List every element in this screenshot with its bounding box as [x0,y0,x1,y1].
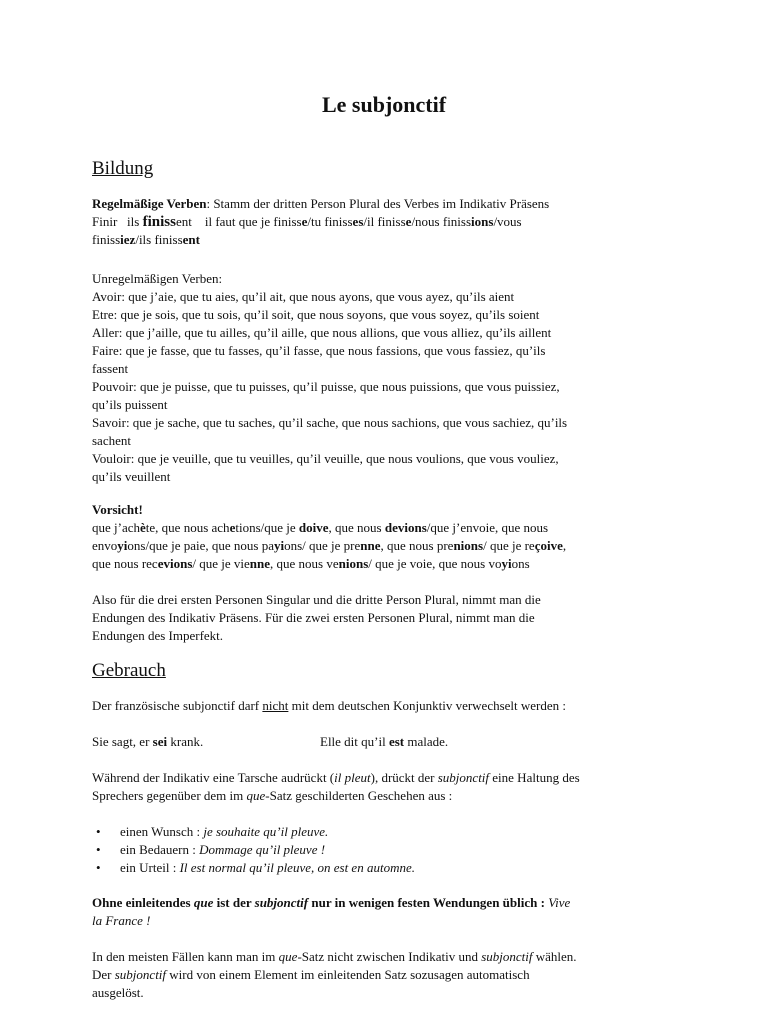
also-paragraph: Also für die drei ersten Personen Singular und die dritte Person Plural, nimmt man die Endungen des Indikativ Präsens. Für die zwei ersten Personen Plural, nimmt man die Endungen des Imperfekt. [92,592,541,643]
vorsicht-line-1: que j’achète, que nous achetions/que je doive, que nous devions/que j’envoie, que nous [92,520,549,535]
french-example: Elle dit qu’il est malade. [320,734,449,749]
section-heading-bildung: Bildung [92,158,154,179]
vorsicht-line-3: que nous recevions/ que je vienne, que nous venions/ que je voie, que nous voyions [92,556,530,571]
irregular-line: sachent [92,433,131,448]
meisten-paragraph: In den meisten Fällen kann man im que-Satz nicht zwischen Indikativ und subjonctif wählen. Der subjonctif wird von einem Element im einleitenden Satz sozusagen automatisch ausgelöst. [92,949,577,1000]
list-item: • ein Urteil : Il est normal qu’il pleuve, on est en automne. [92,859,415,877]
page-title: Le subjonctif [321,92,447,117]
irregular-verbs-paragraph [92,270,682,486]
regular-verbs-label: Regelmäßige Verben [92,196,207,211]
irregular-line: Avoir: que j’aie, que tu aies, qu’il ait, que nous ayons, que vous ayez, qu’ils aient [92,289,515,304]
irregular-line: Aller: que j’aille, que tu ailles, qu’il aille, que nous allions, que vous alliez, qu’ils aillent [92,325,552,340]
irregular-line: qu’ils veuillent [92,469,171,484]
irregular-line: Pouvoir: que je puisse, que tu puisses, qu’il puisse, que nous puissions, que vous puissiez, [92,379,560,394]
list-item: • einen Wunsch : je souhaite qu’il pleuve. [92,823,415,841]
waehrend-paragraph: Während der Indikativ eine Tarsche audrückt (il pleut), drückt der subjonctif eine Haltung des Sprechers gegenüber dem im que-Satz geschilderten Geschehen aus : [92,770,580,803]
irregular-verbs-heading: Unregelmäßigen Verben: [92,271,223,286]
german-example: Sie sagt, er sei krank. [92,734,204,749]
irregular-line: Etre: que je sois, que tu sois, qu’il soit, que nous soyons, que vous soyez, qu’ils soient [92,307,540,322]
regular-verbs-paragraph: Regelmäßige Verben: Stamm der dritten Person Plural des Verbes im Indikativ Präsens Finir ils finissent il faut que je finisse/tu finisses/il finisse/nous finissions/vous finissiez/ils finissent [92,195,682,249]
list-item: • ein Bedauern : Dommage qu’il pleuve ! [92,841,415,859]
irregular-line: Faire: que je fasse, que tu fasses, qu’il fasse, que nous fassions, que vous fassiez, qu’ils [92,343,546,358]
finir-example-line: Finir ils finissent il faut que je finisse/tu finisses/il finisse/nous finissions/vous [92,214,522,230]
nicht-underlined: nicht [262,698,289,713]
irregular-line: Savoir: que je sache, que tu saches, qu’il sache, que nous sachions, que vous sachiez, qu’ils [92,415,568,430]
ohne-paragraph: Ohne einleitendes que ist der subjonctif nur in wenigen festen Wendungen üblich : Vive la France ! [92,895,571,928]
section-heading-gebrauch: Gebrauch [92,660,166,681]
irregular-line: fassent [92,361,129,376]
vorsicht-paragraph [92,501,682,573]
vorsicht-line-2: envoyions/que je paie, que nous payions/ que je prenne, que nous prenions/ que je reçoive, [92,538,567,553]
finir-example-line-2: finissiez/ils finissent [92,232,200,247]
example-comparison [92,733,682,751]
irregular-line: qu’ils puissent [92,397,168,412]
gebrauch-intro: Der französische subjonctif darf nicht mit dem deutschen Konjunktiv verwechselt werden : [92,698,567,713]
vorsicht-heading: Vorsicht! [92,502,143,517]
usage-bullet-list [92,823,415,877]
irregular-line: Vouloir: que je veuille, que tu veuilles, qu’il veuille, que nous voulions, que vous vouliez, [92,451,559,466]
